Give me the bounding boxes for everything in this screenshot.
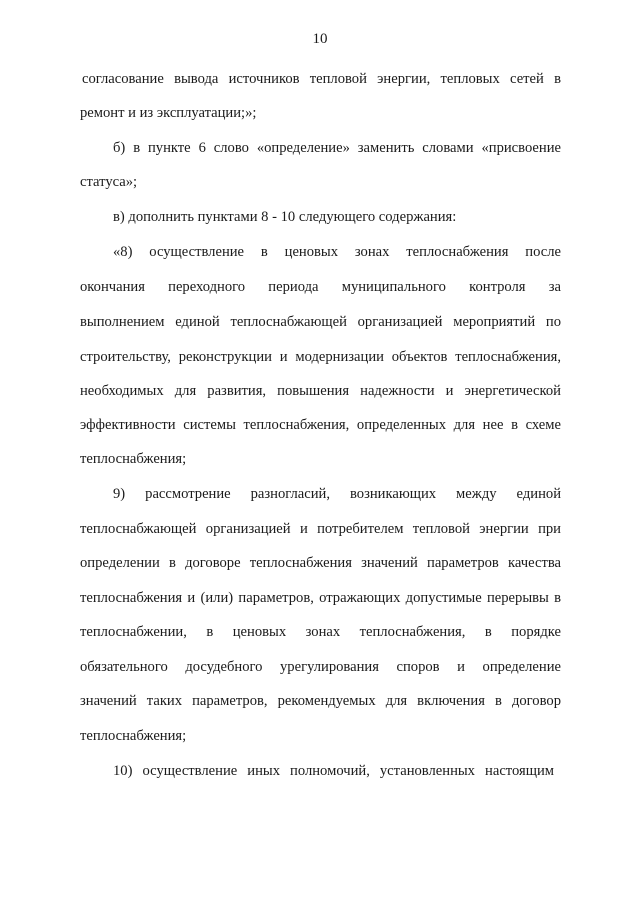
text-line: эффективности системы теплоснабжения, определенных для нее в схеме — [80, 417, 561, 433]
text-line: «8) осуществление в ценовых зонах теплоснабжения после — [113, 244, 561, 260]
text-line: необходимых для развития, повышения надежности и энергетической — [80, 383, 561, 399]
text-line: обязательного досудебного урегулирования споров и определение — [80, 659, 561, 675]
text-line: теплоснабжения; — [80, 728, 187, 744]
text-line: строительству, реконструкции и модернизации объектов теплоснабжения, — [80, 349, 561, 365]
text-line: выполнением единой теплоснабжающей организацией мероприятий по — [80, 314, 561, 330]
text-line: согласование вывода источников тепловой энергии, тепловых сетей в — [82, 71, 561, 87]
text-line: теплоснабжении, в ценовых зонах теплоснабжения, в порядке — [80, 624, 561, 640]
text-line: теплоснабжения и (или) параметров, отражающих допустимые перерывы в — [80, 590, 561, 606]
text-line: 10) осуществление иных полномочий, установленных настоящим — [113, 763, 554, 779]
text-line: теплоснабжающей организацией и потребителем тепловой энергии при — [80, 521, 561, 537]
text-line: теплоснабжения; — [80, 451, 187, 467]
text-line: определении в договоре теплоснабжения значений параметров качества — [80, 555, 561, 571]
text-line: значений таких параметров, рекомендуемых для включения в договор — [80, 693, 561, 709]
text-line: б) в пункте 6 слово «определение» заменить словами «присвоение — [113, 140, 561, 156]
text-line: в) дополнить пунктами 8 - 10 следующего содержания: — [113, 209, 457, 225]
page-number: 10 — [312, 31, 328, 47]
text-line: 9) рассмотрение разногласий, возникающих между единой — [113, 486, 561, 502]
text-line: ремонт и из эксплуатации;»; — [80, 105, 257, 121]
text-line: окончания переходного периода муниципального контроля за — [80, 279, 561, 295]
text-line: статуса»; — [80, 174, 138, 190]
